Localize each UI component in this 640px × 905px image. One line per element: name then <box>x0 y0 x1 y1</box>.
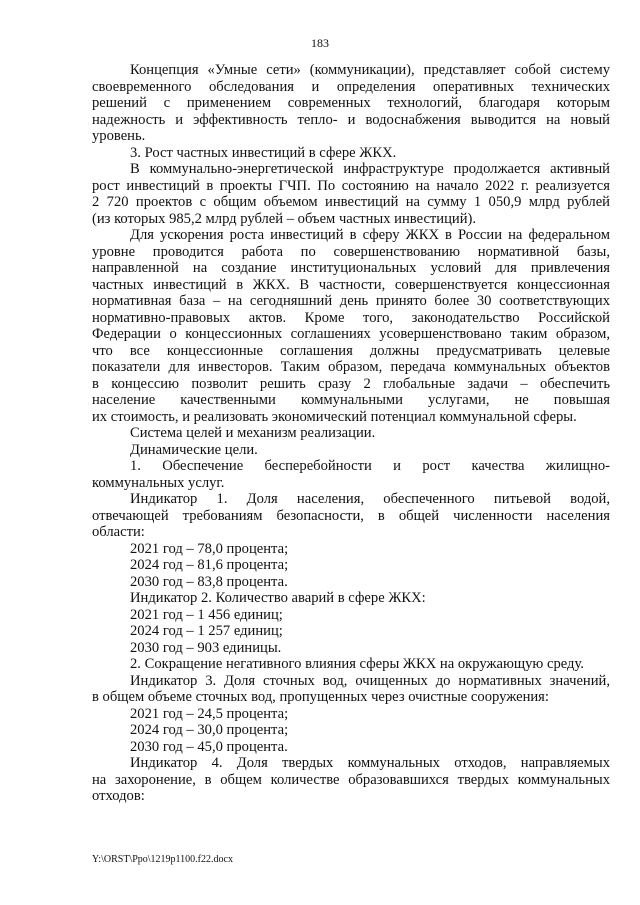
text-line: 2024 год – 81,6 процента; <box>130 557 289 573</box>
paragraph <box>92 145 610 162</box>
paragraph <box>92 425 610 442</box>
text-line: отходов: <box>92 788 145 804</box>
text-line: Система целей и механизм реализации. <box>130 425 376 441</box>
text-line: 2030 год – 903 единицы. <box>130 639 282 656</box>
text-line: 2030 год – 45,0 процента. <box>130 738 288 755</box>
text-line: 2024 год – 30,0 процента; <box>130 722 289 738</box>
text-line: нормативно-правовых актов. Кроме того, законодательство Российской <box>92 309 610 326</box>
text-line: своевременного обследования и определения оперативных технических <box>92 78 610 95</box>
paragraph <box>92 640 610 657</box>
text-line: решений с применением современных технологий, благодаря которым <box>92 95 610 111</box>
text-line: Для ускорения роста инвестиций в сферу ЖКХ в России на федеральном <box>130 227 610 243</box>
paragraph <box>92 755 610 805</box>
text-line: 2021 год – 24,5 процента; <box>130 705 289 722</box>
text-line: Индикатор 4. Доля твердых коммунальных отходов, направляемых <box>130 755 610 771</box>
paragraph <box>92 706 610 723</box>
paragraph <box>92 656 610 673</box>
paragraph <box>92 607 610 624</box>
paragraph <box>92 673 610 706</box>
text-line: Индикатор 3. Доля сточных вод, очищенных до нормативных значений, <box>130 672 610 689</box>
paragraph <box>92 62 610 145</box>
text-line: 2021 год – 78,0 процента; <box>130 540 289 557</box>
text-line: Федерации о концессионных соглашениях усовершенствовано таким образом, <box>92 326 610 342</box>
text-line: направленной на создание институциональных условий для привлечения <box>92 260 610 276</box>
text-line: показатели для инвесторов. Таким образом, передача коммунальных объектов <box>92 359 610 375</box>
text-line: В коммунально-энергетической инфраструктуре продолжается активный <box>130 161 610 177</box>
text-line: 3. Рост частных инвестиций в сфере ЖКХ. <box>130 144 397 161</box>
paragraph <box>92 590 610 607</box>
text-line: частных инвестиций в ЖКХ. В частности, совершенствуется концессионная <box>92 276 610 293</box>
paragraph <box>92 227 610 425</box>
text-line: Индикатор 2. Количество аварий в сфере ЖКХ: <box>130 590 426 606</box>
text-line: Концепция «Умные сети» (коммуникации), представляет собой систему <box>130 62 610 78</box>
text-line: рост инвестиций в проекты ГЧП. По состоянию на начало 2022 г. реализуется <box>92 177 610 194</box>
text-line: 1. Обеспечение бесперебойности и рост качества жилищно- <box>130 458 610 474</box>
text-line: 2 720 проектов с общим объемом инвестиций на сумму 1 050,9 млрд рублей <box>92 194 610 210</box>
paragraph <box>92 541 610 558</box>
text-line: уровень. <box>92 128 146 144</box>
page-number: 183 <box>311 36 329 50</box>
text-line: надежность и эффективность тепло- и водоснабжения выводится на новый <box>92 111 610 128</box>
text-line: (из которых 985,2 млрд рублей – объем частных инвестиций). <box>92 210 477 227</box>
text-line: их стоимость, и реализовать экономический потенциал коммунальной сферы. <box>92 408 577 425</box>
text-line: 2. Сокращение негативного влияния сферы ЖКХ на окружающую среду. <box>130 656 584 672</box>
paragraph <box>92 458 610 491</box>
paragraph <box>92 557 610 574</box>
text-line: коммунальных услуг. <box>92 474 225 491</box>
text-line: в общем объеме сточных вод, пропущенных через очистные сооружения: <box>92 689 549 705</box>
footer-file-path: Y:\ORST\Ppo\1219p1100.f22.docx <box>92 854 233 865</box>
paragraph <box>92 739 610 756</box>
text-line: области: <box>92 524 145 540</box>
paragraph <box>92 574 610 591</box>
text-line: 2021 год – 1 456 единиц; <box>130 606 283 623</box>
text-line: 2030 год – 83,8 процента. <box>130 573 288 590</box>
text-line: что все концессионные соглашения должны предусматривать целевые <box>92 342 610 359</box>
text-line: в концессию позволит решить сразу 2 глобальные задачи – обеспечить <box>92 375 610 392</box>
paragraph <box>92 722 610 739</box>
text-line: население качественными коммунальными услугами, не повышая <box>92 392 610 408</box>
document-body <box>92 62 610 805</box>
text-line: нормативная база – на сегодняшний день принято более 30 соответствующих <box>92 293 610 309</box>
paragraph <box>92 491 610 541</box>
text-line: на захоронение, в общем количестве образовавшихся твердых коммунальных <box>92 771 610 788</box>
paragraph <box>92 161 610 227</box>
paragraph <box>92 442 610 459</box>
text-line: отвечающей требованиям безопасности, в общей численности населения <box>92 507 610 524</box>
text-line: уровне проводится работа по совершенствованию нормативной базы, <box>92 243 610 260</box>
text-line: Индикатор 1. Доля населения, обеспеченного питьевой водой, <box>130 491 610 507</box>
paragraph <box>92 623 610 640</box>
text-line: Динамические цели. <box>130 441 258 458</box>
text-line: 2024 год – 1 257 единиц; <box>130 623 283 639</box>
